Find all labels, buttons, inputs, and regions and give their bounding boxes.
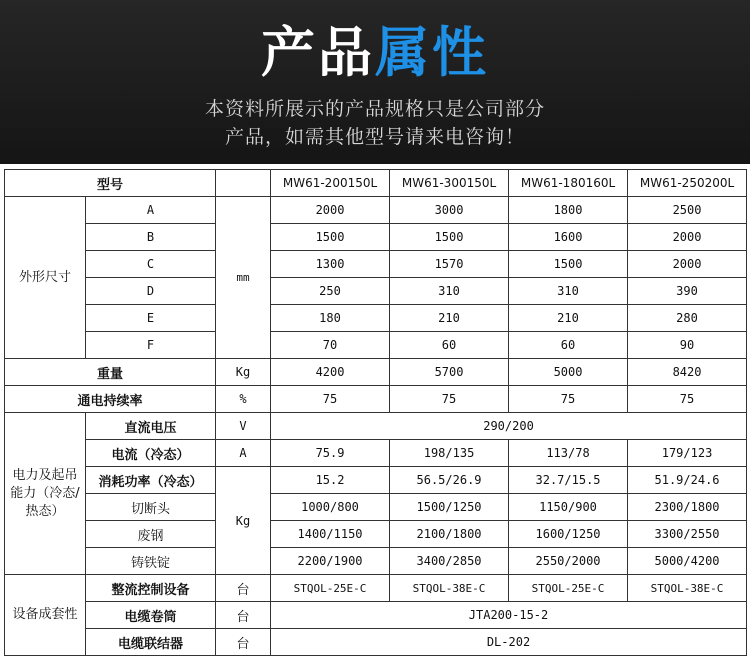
model-label: 型号 [5, 170, 216, 197]
value-cell: 210 [509, 305, 628, 332]
power-consumption-label: 消耗功率（冷态） [86, 467, 216, 494]
dim-name: C [86, 251, 216, 278]
value-cell: 1000/800 [271, 494, 390, 521]
value-cell: STQOL-38E-C [628, 575, 747, 602]
subtitle-line-2: 产品，如需其他型号请来电咨询！ [224, 126, 525, 148]
value-cell: 5000 [509, 359, 628, 386]
value-cell: 75 [271, 386, 390, 413]
value-cell: 8420 [628, 359, 747, 386]
value-cell: 3300/2550 [628, 521, 747, 548]
value-cell: 2500 [628, 197, 747, 224]
table-row [5, 278, 747, 305]
table-row [5, 386, 747, 413]
value-cell: 1570 [390, 251, 509, 278]
dims-unit: mm [216, 197, 271, 359]
value-cell: STQOL-38E-C [390, 575, 509, 602]
connector-value: DL-202 [271, 629, 747, 656]
scrap-label: 废钢 [86, 521, 216, 548]
value-cell: 1800 [509, 197, 628, 224]
rectifier-label: 整流控制设备 [86, 575, 216, 602]
dims-label: 外形尺寸 [5, 197, 86, 359]
value-cell: STQOL-25E-C [271, 575, 390, 602]
value-cell: 75 [509, 386, 628, 413]
cut-head-label: 切断头 [86, 494, 216, 521]
header-banner [0, 0, 750, 164]
table-row [5, 170, 747, 197]
duty-label: 通电持续率 [5, 386, 216, 413]
reel-unit: 台 [216, 602, 271, 629]
value-cell: 310 [390, 278, 509, 305]
value-cell: 1150/900 [509, 494, 628, 521]
dim-name: B [86, 224, 216, 251]
current-unit: A [216, 440, 271, 467]
connector-label: 电缆联结器 [86, 629, 216, 656]
value-cell: 210 [390, 305, 509, 332]
value-cell: 113/78 [509, 440, 628, 467]
dim-name: D [86, 278, 216, 305]
value-cell: 3000 [390, 197, 509, 224]
subtitle-line-1: 本资料所展示的产品规格只是公司部分 [204, 98, 545, 120]
value-cell: 1600/1250 [509, 521, 628, 548]
value-cell: 5000/4200 [628, 548, 747, 575]
value-cell: 75 [628, 386, 747, 413]
table-row [5, 224, 747, 251]
dc-voltage-value: 290/200 [271, 413, 747, 440]
value-cell: 3400/2850 [390, 548, 509, 575]
value-cell: 280 [628, 305, 747, 332]
table-row [5, 359, 747, 386]
value-cell: 1500 [390, 224, 509, 251]
duty-unit: % [216, 386, 271, 413]
title-blue-part: 属性 [375, 21, 489, 84]
value-cell: 60 [509, 332, 628, 359]
table-row [5, 548, 747, 575]
table-row [5, 575, 747, 602]
value-cell: 2000 [271, 197, 390, 224]
value-cell: 390 [628, 278, 747, 305]
value-cell: 4200 [271, 359, 390, 386]
rectifier-unit: 台 [216, 575, 271, 602]
dim-name: F [86, 332, 216, 359]
table-row [5, 629, 747, 656]
value-cell: 179/123 [628, 440, 747, 467]
value-cell: 1500 [271, 224, 390, 251]
table-row [5, 521, 747, 548]
table-row [5, 305, 747, 332]
value-cell: 250 [271, 278, 390, 305]
value-cell: 51.9/24.6 [628, 467, 747, 494]
unit-cell [216, 170, 271, 197]
table-row [5, 494, 747, 521]
value-cell: 56.5/26.9 [390, 467, 509, 494]
value-cell: 5700 [390, 359, 509, 386]
reel-label: 电缆卷筒 [86, 602, 216, 629]
value-cell: 60 [390, 332, 509, 359]
dim-name: A [86, 197, 216, 224]
value-cell: 1500 [509, 251, 628, 278]
dc-voltage-label: 直流电压 [86, 413, 216, 440]
weight-label: 重量 [5, 359, 216, 386]
value-cell: 1300 [271, 251, 390, 278]
table-row [5, 332, 747, 359]
connector-unit: 台 [216, 629, 271, 656]
value-cell: 75.9 [271, 440, 390, 467]
value-cell: 2550/2000 [509, 548, 628, 575]
model-cell: MW61-180160L [509, 170, 628, 197]
value-cell: 2000 [628, 224, 747, 251]
equip-label: 设备成套性 [5, 575, 86, 656]
value-cell: 15.2 [271, 467, 390, 494]
page-title [0, 18, 750, 88]
value-cell: 1600 [509, 224, 628, 251]
table-row [5, 440, 747, 467]
spec-table [4, 169, 747, 656]
banner-subtitle [0, 95, 750, 151]
value-cell: 2200/1900 [271, 548, 390, 575]
value-cell: 2100/1800 [390, 521, 509, 548]
dc-voltage-unit: V [216, 413, 271, 440]
value-cell: 70 [271, 332, 390, 359]
table-row [5, 251, 747, 278]
value-cell: 2000 [628, 251, 747, 278]
value-cell: STQOL-25E-C [509, 575, 628, 602]
current-label: 电流（冷态） [86, 440, 216, 467]
value-cell: 180 [271, 305, 390, 332]
value-cell: 75 [390, 386, 509, 413]
weight-unit: Kg [216, 359, 271, 386]
model-cell: MW61-250200L [628, 170, 747, 197]
value-cell: 1500/1250 [390, 494, 509, 521]
title-white-part: 产品 [261, 21, 375, 84]
ingot-label: 铸铁锭 [86, 548, 216, 575]
value-cell: 198/135 [390, 440, 509, 467]
table-row [5, 467, 747, 494]
value-cell: 310 [509, 278, 628, 305]
model-cell: MW61-200150L [271, 170, 390, 197]
table-row [5, 413, 747, 440]
value-cell: 2300/1800 [628, 494, 747, 521]
value-cell: 32.7/15.5 [509, 467, 628, 494]
lift-unit: Kg [216, 467, 271, 575]
dim-name: E [86, 305, 216, 332]
reel-value: JTA200-15-2 [271, 602, 747, 629]
table-row [5, 197, 747, 224]
value-cell: 1400/1150 [271, 521, 390, 548]
model-cell: MW61-300150L [390, 170, 509, 197]
table-row [5, 602, 747, 629]
power-label: 电力及起吊能力（冷态/热态） [5, 413, 86, 575]
value-cell: 90 [628, 332, 747, 359]
